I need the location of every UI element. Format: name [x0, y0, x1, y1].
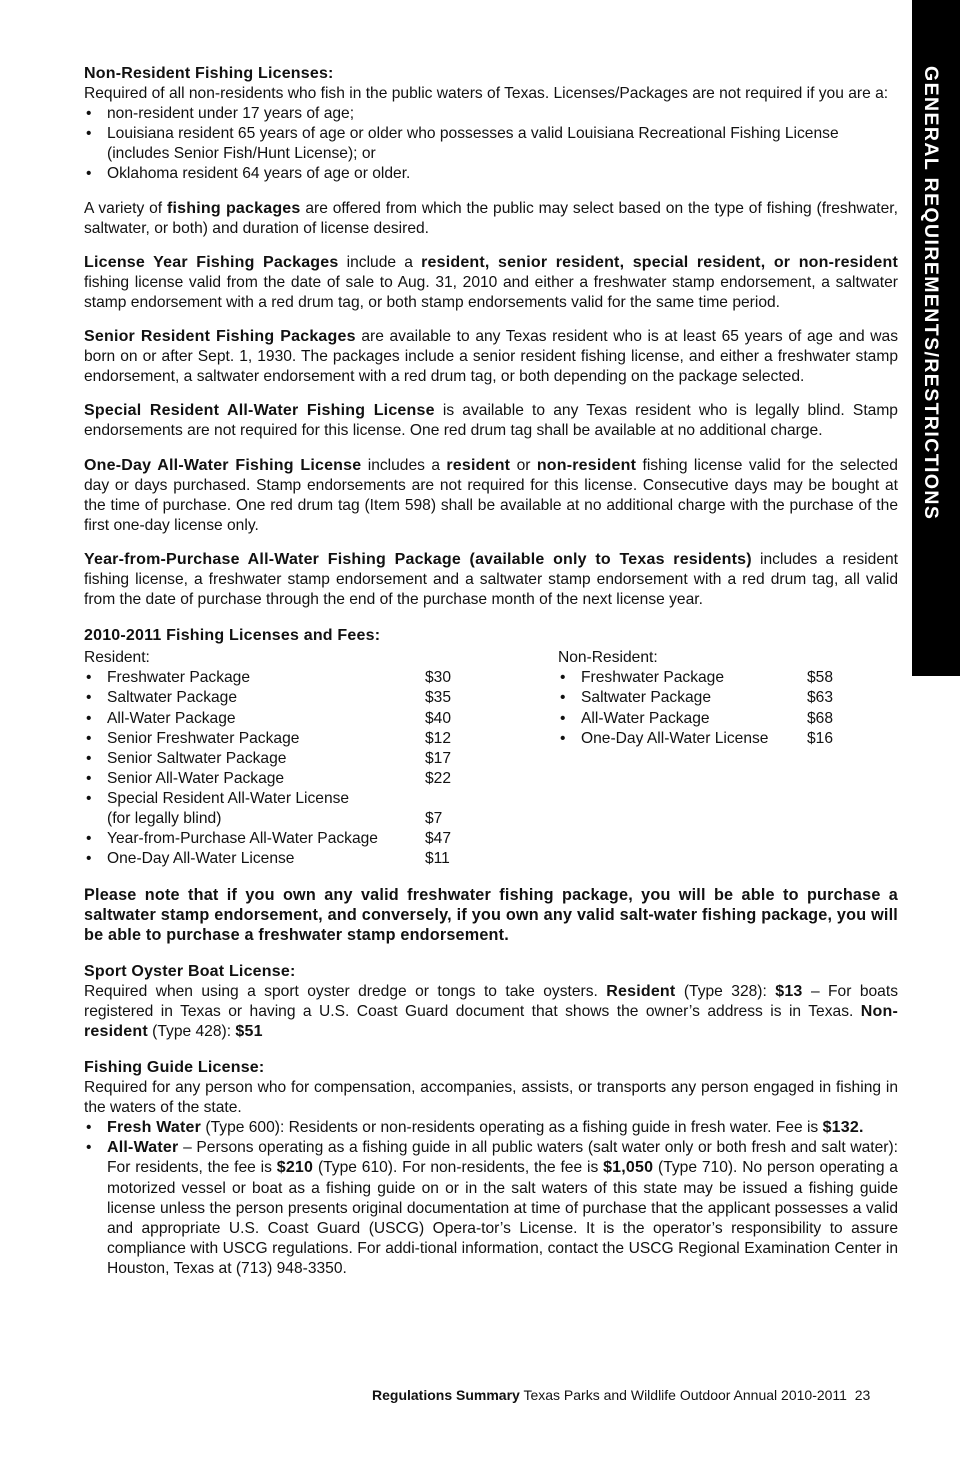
footer-title: Regulations Summary	[372, 1387, 520, 1403]
oyster-heading: Sport Oyster Boat License:	[84, 962, 296, 980]
section-nonresident	[84, 64, 898, 185]
page-content	[84, 64, 898, 1279]
fee-row: • One-Day All-Water License $16	[558, 729, 898, 749]
resident-label: Resident:	[84, 649, 150, 667]
variety-paragraph: A variety of fishing packages are offered from which the public may select based on the type of fishing (freshwater, saltwater, or both) and duration of license desired.	[84, 199, 898, 237]
fee-row: • Saltwater Package $63	[558, 688, 898, 708]
nonresident-heading: Non-Resident Fishing Licenses:	[84, 65, 334, 82]
fee-row: • Saltwater Package $35	[84, 688, 558, 708]
fee-row: • All-Water Package $40	[84, 709, 558, 729]
oneday-paragraph: One-Day All-Water Fishing License includes a resident or non-resident fishing license valid for the selected day or days purchased. Stamp endorsements are not required for this license. Consecutive days may be bought at the time of purchase. One red drum tag (Item 598) shall be available at no additional charge with the purchase of the first one-day license only.	[84, 456, 898, 534]
fee-row: • Special Resident All-Water License	[84, 789, 558, 809]
fee-row: • Freshwater Package $58	[558, 668, 898, 688]
yfp-paragraph: Year-from-Purchase All-Water Fishing Package (available only to Texas residents) includes a resident fishing license, a freshwater stamp endorsement and a saltwater stamp endorsement with a red drum tag, all valid from the date of purchase through the end of the purchase month of the next license year.	[84, 550, 898, 609]
fee-row: • Senior Freshwater Package $12	[84, 729, 558, 749]
list-item: • non-resident under 17 years of age;	[84, 104, 898, 124]
oyster-text: Required when using a sport oyster dredge or tongs to take oysters. Resident (Type 328): $13 – For boats registered in Texas or having a U.S. Coast Guard document that shows the owner’s address is in Texas. Non-resident (Type 428): $51	[84, 982, 898, 1040]
guide-intro: Required for any person who for compensation, accompanies, assists, or transports any person engaged in fishing in the waters of the state.	[84, 1079, 898, 1117]
fees-heading: 2010-2011 Fishing Licenses and Fees:	[84, 627, 381, 645]
senior-title: Senior Resident Fishing Packages	[84, 328, 356, 346]
special-title: Special Resident All-Water Fishing License	[84, 402, 435, 420]
fishing-packages-term: fishing packages	[166, 199, 301, 217]
fees-table	[84, 648, 898, 869]
nonresident-exemptions	[84, 104, 898, 184]
senior-paragraph: Senior Resident Fishing Packages are available to any Texas resident who is at least 65 years of age and was born on or after Sept. 1, 1930. The packages include a senior resident fishing license, and either a freshwater stamp endorsement, a saltwater endorsement with a red drum tag, or both depending on the package selected.	[84, 328, 898, 386]
footer-publication: Texas Parks and Wildlife Outdoor Annual 2010-2011	[519, 1387, 847, 1403]
guide-heading: Fishing Guide License:	[84, 1058, 265, 1076]
fee-row: • Freshwater Package $30	[84, 668, 558, 688]
page-footer	[372, 1387, 870, 1403]
list-item: • Fresh Water (Type 600): Residents or non-residents operating as a fishing guide in fresh water. Fee is $132.	[84, 1118, 898, 1138]
license-year-paragraph: License Year Fishing Packages include a resident, senior resident, special resident, or non-resident fishing license valid from the date of sale to Aug. 31, 2010 and either a freshwater stamp endorsement, a saltwater stamp endorsement with a red drum tag, or both stamp endorsements valid for the same time period.	[84, 253, 898, 311]
fee-row-continued: (for legally blind) $7	[107, 810, 443, 827]
resident-fees	[84, 648, 558, 869]
fee-row: • One-Day All-Water License $11	[84, 849, 558, 869]
special-paragraph: Special Resident All-Water Fishing License is available to any Texas resident who is legally blind. Stamp endorsements are not required for this license. One red drum tag shall be available at no additional charge.	[84, 402, 898, 440]
yfp-title: Year-from-Purchase All-Water Fishing Package (available only to Texas residents)	[84, 550, 752, 568]
stamp-note: Please note that if you own any valid freshwater fishing package, you will be able to purchase a saltwater stamp endorsement, and conversely, if you own any valid salt-water fishing package, you will be able to purchase a freshwater stamp endorsement.	[84, 886, 898, 945]
page-number: 23	[854, 1387, 871, 1403]
oneday-title: One-Day All-Water Fishing License	[84, 456, 362, 474]
list-item: • Louisiana resident 65 years of age or older who possesses a valid Louisiana Recreational Fishing License (includes Senior Fish/Hunt License); or	[84, 124, 898, 164]
license-year-title: License Year Fishing Packages	[84, 253, 339, 271]
fee-row: • Year-from-Purchase All-Water Package $47	[84, 829, 558, 849]
nonresident-label: Non-Resident:	[558, 649, 658, 667]
fee-row: • Senior All-Water Package $22	[84, 769, 558, 789]
section-guide	[84, 1058, 898, 1279]
list-item: • Oklahoma resident 64 years of age or older.	[84, 164, 898, 184]
nonresident-fees	[558, 648, 898, 869]
fee-row: • Senior Saltwater Package $17	[84, 749, 558, 769]
sidebar-label: GENERAL REQUIREMENTS/RESTRICTIONS	[920, 66, 942, 521]
section-oyster	[84, 962, 898, 1042]
fee-row: • All-Water Package $68	[558, 709, 898, 729]
guide-types	[84, 1118, 898, 1279]
nonresident-intro: Required of all non-residents who fish in the public waters of Texas. Licenses/Packages are not required if you are a:	[84, 85, 889, 103]
list-item: • All-Water – Persons operating as a fishing guide in all public waters (salt water only or both fresh and salt water): For residents, the fee is $210 (Type 610). For non-residents, the fee is $1,050 (Type 710). No person operating a motorized vessel or boat as a fishing guide on or in the salt waters of this state may be issued a fishing guide license unless the person presents original documentation at time of purchase that the applicant possesses a valid and appropriate U.S. Coast Guard (USCG) Opera-tor’s License. It is the operator’s responsibility to assure compliance with USCG regulations. For addi-tional information, contact the USCG Regional Examination Center in Houston, Texas at (713) 948-3350.	[84, 1138, 898, 1279]
sidebar-label-wrap	[910, 66, 950, 566]
